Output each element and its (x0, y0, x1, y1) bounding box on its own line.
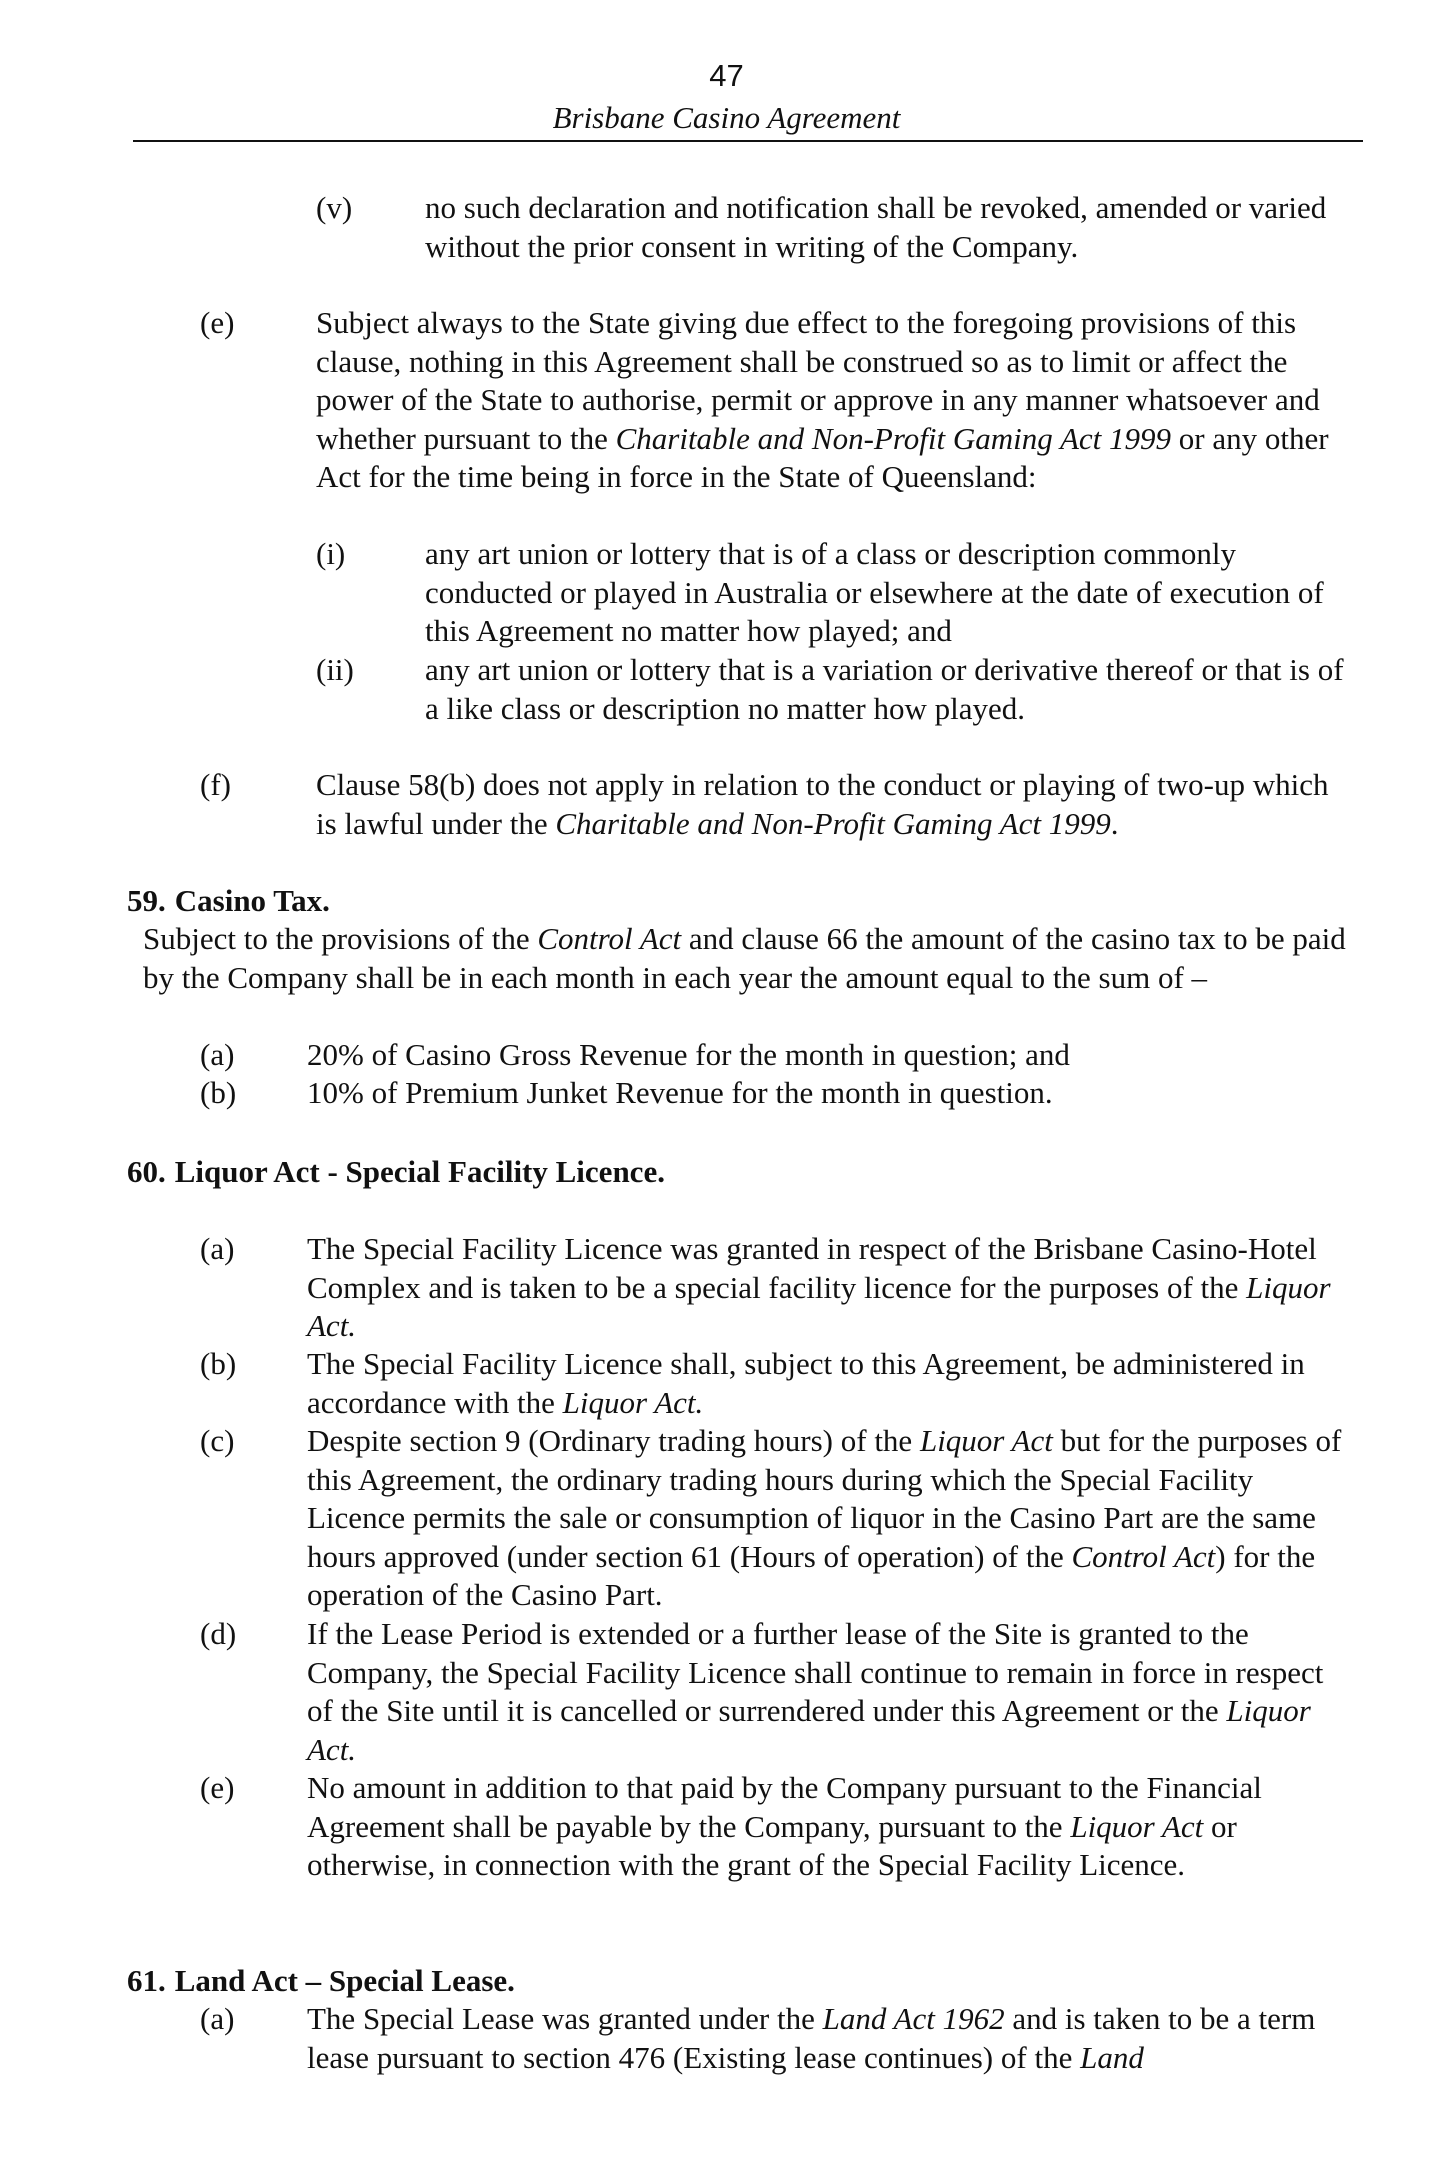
act-reference: Control Act (1071, 1538, 1216, 1574)
clause-60-item-b: The Special Facility Licence shall, subject to this Agreement, be administered in accordance with the Liquor Act. (307, 1346, 1305, 1420)
subclause-label-f: (f) (200, 767, 231, 802)
subclause-e-text: Subject always to the State giving due effect to the foregoing provisions of this clause, nothing in this Agreement shall be construed so as to limit or affect the power of the State to authorise, permit or approve in any manner whatsoever and whether pursuant to the Charitable and Non-Profit Gaming Act 1999 or any other Act for the time being in force in the State of Queensland: (316, 305, 1329, 494)
act-reference: Charitable and Non-Profit Gaming Act 1999 (555, 805, 1111, 841)
clause-59-item-b: 10% of Premium Junket Revenue for the month in question. (307, 1075, 1053, 1110)
clause-60-label-d: (d) (200, 1616, 237, 1651)
act-reference: Land (1080, 2039, 1144, 2075)
act-reference: Control Act (537, 921, 682, 956)
clause-59-label-a: (a) (200, 1037, 235, 1072)
clause-60-item-c: Despite section 9 (Ordinary trading hours) of the Liquor Act but for the purposes of this Agreement, the ordinary trading hours during which the Special Facility Licence permits the sale or consumption of liquor in the Casino Part are the same hours approved (under section 61 (Hours of operation) of the Control Act) for the operation of the Casino Part. (307, 1423, 1342, 1612)
item-i-text: any art union or lottery that is of a class or description commonly conducted or played in Australia or elsewhere at the date of execution of this Agreement no matter how played; and (425, 536, 1324, 648)
subclause-label-e: (e) (200, 305, 235, 340)
clause-59-heading: 59. Casino Tax. (127, 883, 330, 918)
act-reference: Charitable and Non-Profit Gaming Act 1999 (615, 420, 1172, 456)
clause-59-intro: Subject to the provisions of the Control Act and clause 66 the amount of the casino tax to be paid by the Company shall be in each month in each year the amount equal to the sum of – (143, 921, 1346, 995)
subclause-label-v: (v) (316, 190, 353, 225)
item-ii-text: any art union or lottery that is a variation or derivative thereof or that is of a like class or description no matter how played. (425, 652, 1344, 726)
clause-60-label-e: (e) (200, 1770, 235, 1805)
clause-61-item-a: The Special Lease was granted under the Land Act 1962 and is taken to be a term lease pursuant to section 476 (Existing lease continues) of the Land (307, 2001, 1316, 2075)
item-label-i: (i) (316, 536, 346, 571)
clause-60-label-a: (a) (200, 1231, 235, 1266)
clause-59-label-b: (b) (200, 1075, 237, 1110)
act-reference: Liquor Act. (562, 1384, 704, 1420)
clause-59-item-a: 20% of Casino Gross Revenue for the month in question; and (307, 1037, 1070, 1072)
clause-60-item-a: The Special Facility Licence was granted in respect of the Brisbane Casino-Hotel Complex and is taken to be a special facility licence for the purposes of the Liquor Act. (307, 1231, 1331, 1343)
clause-61-label-a: (a) (200, 2001, 235, 2036)
item-label-ii: (ii) (316, 652, 354, 687)
clause-60-heading: 60. Liquor Act - Special Facility Licence. (127, 1154, 665, 1189)
act-reference: Liquor Act (1070, 1808, 1204, 1844)
act-reference: Liquor Act. (307, 1269, 1331, 1343)
subclause-v-text: no such declaration and notification shall be revoked, amended or varied without the prior consent in writing of the Company. (425, 190, 1327, 264)
page-number: 47 (709, 58, 744, 93)
running-header: Brisbane Casino Agreement (552, 100, 901, 135)
act-reference: Land Act 1962 (822, 2001, 1005, 2036)
clause-61-heading: 61. Land Act – Special Lease. (127, 1963, 515, 1998)
act-reference: Liquor Act (919, 1423, 1053, 1458)
clause-60-label-c: (c) (200, 1423, 235, 1458)
subclause-f-text: Clause 58(b) does not apply in relation to the conduct or playing of two-up which is lawful under the Charitable and Non-Profit Gaming Act 1999. (316, 767, 1329, 841)
clause-60-item-d: If the Lease Period is extended or a further lease of the Site is granted to the Company, the Special Facility Licence shall continue to remain in force in respect of the Site until it is cancelled or surrendered under this Agreement or the Liquor Act. (307, 1616, 1324, 1767)
clause-60-label-b: (b) (200, 1346, 237, 1381)
header-rule (133, 140, 1363, 142)
clause-60-item-e: No amount in addition to that paid by the Company pursuant to the Financial Agreement shall be payable by the Company, pursuant to the Liquor Act or otherwise, in connection with the grant of the Special Facility Licence. (307, 1770, 1262, 1882)
act-reference: Liquor Act. (307, 1693, 1311, 1767)
